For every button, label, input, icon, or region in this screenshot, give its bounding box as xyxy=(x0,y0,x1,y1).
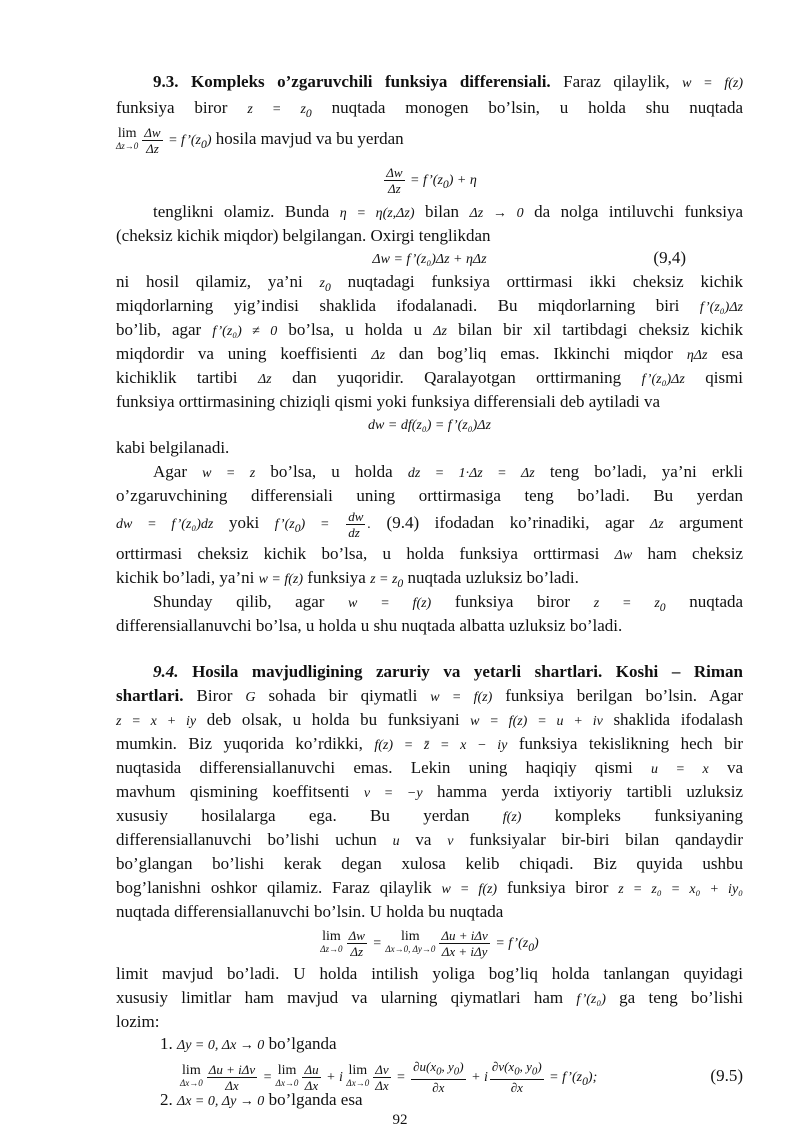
text-line: (cheksiz kichik miqdor) belgilangan. Oxirgi tenglikdan xyxy=(116,226,491,245)
section-title: Hosila mavjudligining zaruriy va yetarli shartlari. Koshi – Riman xyxy=(192,662,744,681)
formula-eta: η = η(z,Δz) xyxy=(339,206,415,221)
text-line: miqdorlarning yig’indisi shaklida ifodalanadi. Bu miqdorlarning biri f’(z₀)Δz xyxy=(116,296,743,315)
text-line: funksiya biror $z = z_0$ nuqtada monogen bo’lsin, u holda shu nuqtada xyxy=(116,98,744,120)
text-line: kichiklik tartibi Δz dan yuqoridir. Qaralayotgan orttirmaning f’(z₀)Δz qismi xyxy=(116,368,744,387)
section-number: 9.3. xyxy=(153,72,179,91)
equation-9-5-line: lim Δx→0 $\frac{\text{Δu + iΔv}}{\Delta x}$ = lim Δx→0 $\frac{\Delta u}{\Delta x}$ + i lim Δx→0 $\frac{\Delta v}{\Delta x}$ = $\frac{\partial u(x_0, y_0)}{\partial x}$ + i $\frac{\partial v(x_0, y_0)}{\partial x}$ = $f’(z_0)$; (9.5) xyxy=(180,1054,743,1098)
text-line: lozim: xyxy=(116,1012,160,1031)
equation-dw-dz: $\frac{\Delta w}{\Delta z}$ = $f’(z_0) + \eta$ xyxy=(386,164,477,196)
section-9-4-heading-line xyxy=(153,660,743,684)
text-line-with-fraction: dw = f’(z₀)dz yoki $f’(z_0)$ = $\frac{dw}{dz}$ . (9.4) ifodadan ko’rinadiki, agar Δz argument xyxy=(116,509,744,541)
text-line-derivative-limit: lim Δz→0 $\frac{\Delta w}{\Delta z}$ = $f’(z_0)$ hosila mavjud va bu yerdan xyxy=(116,124,404,156)
equation-9-4: Δw = f’(z₀)Δz + ηΔz xyxy=(372,252,487,267)
section-9-3-heading-line: 9.3. Kompleks o’zgaruvchili funksiya differensiali. Faraz qilaylik, w = f(z) xyxy=(153,72,743,91)
text-line: xususiy limitlar ham mavjud va ularning qiymatlari ham f’(z₀) ga teng bo’lishi xyxy=(116,988,744,1007)
text-line: kichik bo’ladi, ya’ni w = f(z) funksiya $z = z_0$ nuqtada uzluksiz bo’ladi. xyxy=(116,568,579,590)
text-line: differensiallanuvchi bo’lishi uchun u va v funksiyalar bir-biri bilan qandaydir xyxy=(116,830,744,849)
equation-tag-9-5: (9.5) xyxy=(710,1066,743,1085)
text-line: kabi belgilanadi. xyxy=(116,438,230,457)
text-line: shartlari. Biror G sohada bir qiymatli w = f(z) funksiya berilgan bo’lsin. Agar xyxy=(116,686,744,705)
formula-z-z0: $z = z_0$ xyxy=(247,102,312,120)
text-line: nuqtasida differensiallanuvchi emas. Lekin uning haqiqiy qismi u = x va xyxy=(116,758,743,777)
text-line: miqdordir va uning koeffisienti Δz dan bog’liq emas. Ikkinchi miqdor ηΔz esa xyxy=(116,344,744,363)
text-line: nuqtada differensiallanuvchi bo’lsin. U holda bu nuqtada xyxy=(116,902,504,921)
text-line: bo’lib, agar f’(z₀) ≠ 0 bo’lsa, u holda u Δz bilan bir xil tartibdagi cheksiz kichik xyxy=(116,320,744,339)
text-line: funksiya orttirmasining chiziqli qismi yoki funksiya differensiali deb aytiladi va xyxy=(116,392,661,411)
section-number: 9.4. xyxy=(153,662,179,681)
equation-limit-du-dv: lim Δz→0 $\frac{\Delta w}{\Delta z}$ = lim Δx→0, Δy→0 $\frac{\text{Δu + iΔv}}{\text{Δx + iΔy}}$ = $f’(z_0)$ xyxy=(320,927,539,959)
text-line: limit mavjud bo’ladi. U holda intilish yoliga bog’liq holda tanlangan quyidagi xyxy=(116,964,743,983)
text-line: xususiy hosilalarga ega. Bu yerdan f(z) kompleks funksiyaning xyxy=(116,806,743,825)
limit-operator: lim Δz→0 xyxy=(116,126,139,152)
text-line: tenglikni olamiz. Bunda η = η(z,Δz) bilan Δz → 0 da nolga intiluvchi funksiya xyxy=(153,202,744,221)
page-number: 92 xyxy=(392,1112,408,1128)
text-line: bog’lanishni oshkor qilamiz. Faraz qilaylik w = f(z) funksiya biror z = z₀ = x₀ + iy₀ xyxy=(116,878,744,897)
equation-9-4-line xyxy=(116,246,743,270)
fraction-dw-dz: $\frac{\Delta w}{\Delta z}$ xyxy=(144,124,161,156)
section-title: Kompleks o’zgaruvchili funksiya differensiali. xyxy=(190,72,551,91)
text-line: bo’glangan bo’lishi kerak degan xulosa kelib chiqadi. Biz quyida ushbu xyxy=(116,854,743,873)
list-item-2: 2. Δx = 0, Δy → 0 bo’lganda esa xyxy=(160,1090,363,1109)
text-line: Agar w = z bo’lsa, u holda dz = 1·Δz = Δz teng bo’ladi, ya’ni erkli xyxy=(153,462,744,481)
text-line: differensiallanuvchi bo’lsa, u holda u shu nuqtada albatta uzluksiz bo’ladi. xyxy=(116,616,623,635)
text-line: o’zgaruvchining differensiali uning orttirmasiga teng bo’ladi. Bu yerdan xyxy=(116,486,743,505)
text-line: mavhum qismining koeffitsenti v = −y hamma yerda ixtiyoriy tartibli uzluksiz xyxy=(116,782,743,801)
text-line: ni hosil qilamiz, ya’ni $z_0$ nuqtadagi funksiya orttirmasi ikki cheksiz kichik xyxy=(116,272,743,294)
list-item-1: 1. Δy = 0, Δx → 0 bo’lganda xyxy=(160,1034,337,1053)
text-line: z = x + iy deb olsak, u holda bu funksiyani w = f(z) = u + iv shaklida ifodalash xyxy=(116,710,744,729)
equation-differential: dw = df(z₀) = f’(z₀)Δz xyxy=(368,418,491,433)
text-line: Shunday qilib, agar w = f(z) funksiya biror $z = z_0$ nuqtada xyxy=(153,592,744,614)
text-line: orttirmasi cheksiz kichik bo’lsa, u holda funksiya orttirmasi Δw ham cheksiz xyxy=(116,544,744,563)
equation-tag-9-4: (9,4) xyxy=(653,248,686,267)
text-line: mumkin. Biz yuqorida ko’rdikki, f(z) = z̄ = x − iy funksiya tekislikning hech bir xyxy=(116,734,744,753)
formula-dz-to-0: Δz → 0 xyxy=(469,206,524,221)
formula-w-fz: w = f(z) xyxy=(682,76,743,91)
